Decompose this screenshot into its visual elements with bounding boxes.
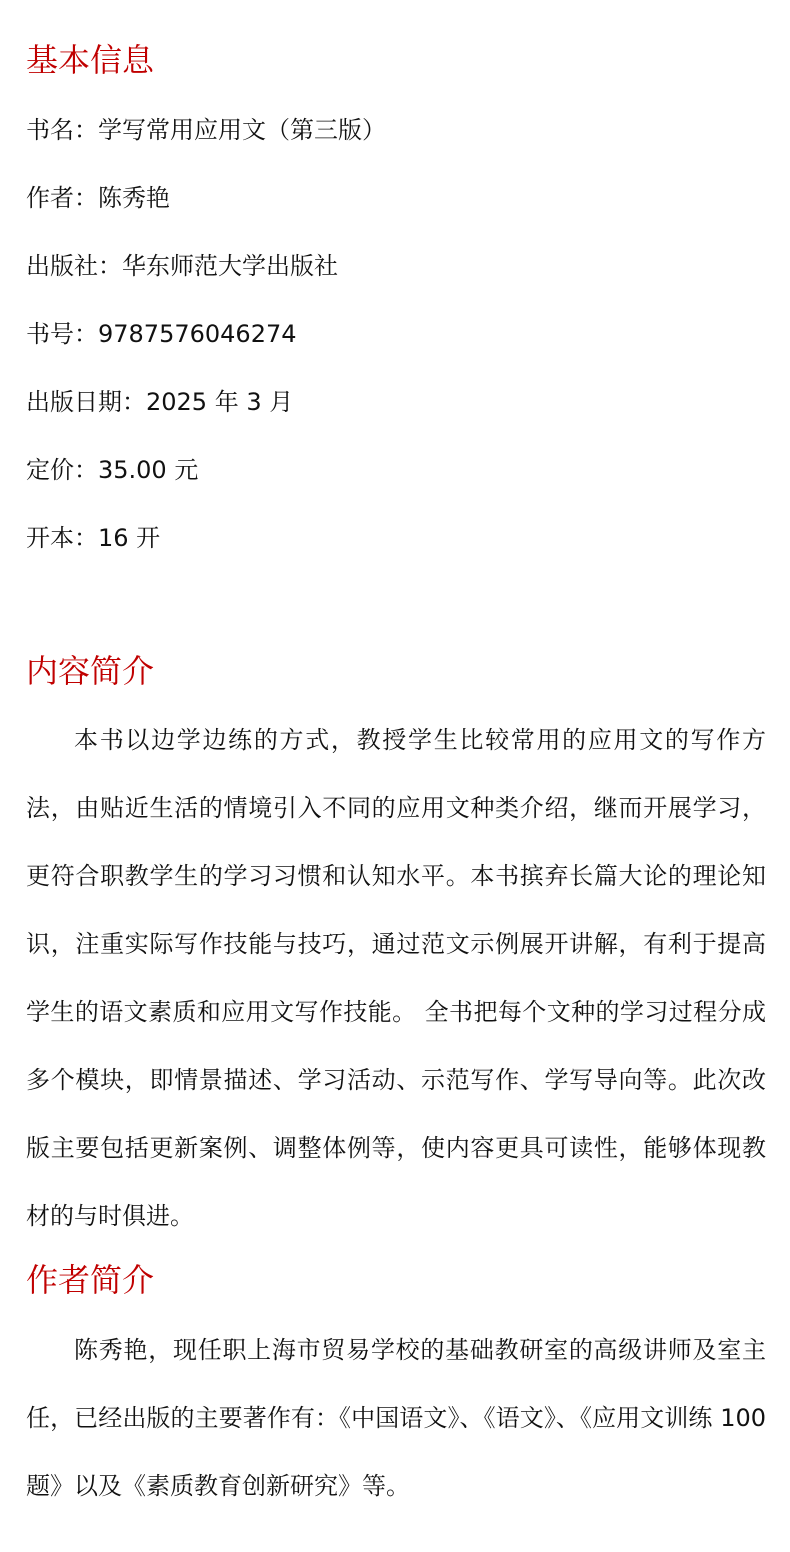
info-price: 定价：35.00 元 bbox=[26, 456, 199, 484]
info-author: 作者：陈秀艳 bbox=[26, 184, 170, 212]
info-book-title: 书名：学写常用应用文（第三版） bbox=[26, 116, 386, 144]
basic-info-heading: 基本信息 bbox=[26, 41, 155, 79]
info-publish-date: 出版日期：2025 年 3 月 bbox=[26, 388, 294, 416]
author-paragraph: 陈秀艳，现任职上海市贸易学校的基础教研室的高级讲师及室主任，已经出版的主要著作有：《中国语文》、《语文》、《应用文训练 100 题》以及《素质教育创新研究》等。 bbox=[26, 1336, 766, 1500]
author-heading: 作者简介 bbox=[26, 1261, 155, 1299]
info-format: 开本：16 开 bbox=[26, 524, 161, 552]
info-publisher: 出版社：华东师范大学出版社 bbox=[26, 252, 338, 280]
summary-heading: 内容简介 bbox=[26, 652, 155, 690]
summary-paragraph: 本书以边学边练的方式，教授学生比较常用的应用文的写作方法，由贴近生活的情境引入不同的应用文种类介绍，继而开展学习，更符合职教学生的学习习惯和认知水平。本书摈弃长篇大论的理论知识，注重实际写作技能与技巧，通过范文示例展开讲解，有利于提高学生的语文素质和应用文写作技能。 全书把每个文种的学习过程分成多个模块，即情景描述、学习活动、示范写作、学写导向等。此次改版主要包括更新案例、调整体例等，使内容更具可读性，能够体现教材的与时俱进。 bbox=[26, 726, 766, 1230]
info-isbn: 书号：9787576046274 bbox=[26, 320, 297, 348]
